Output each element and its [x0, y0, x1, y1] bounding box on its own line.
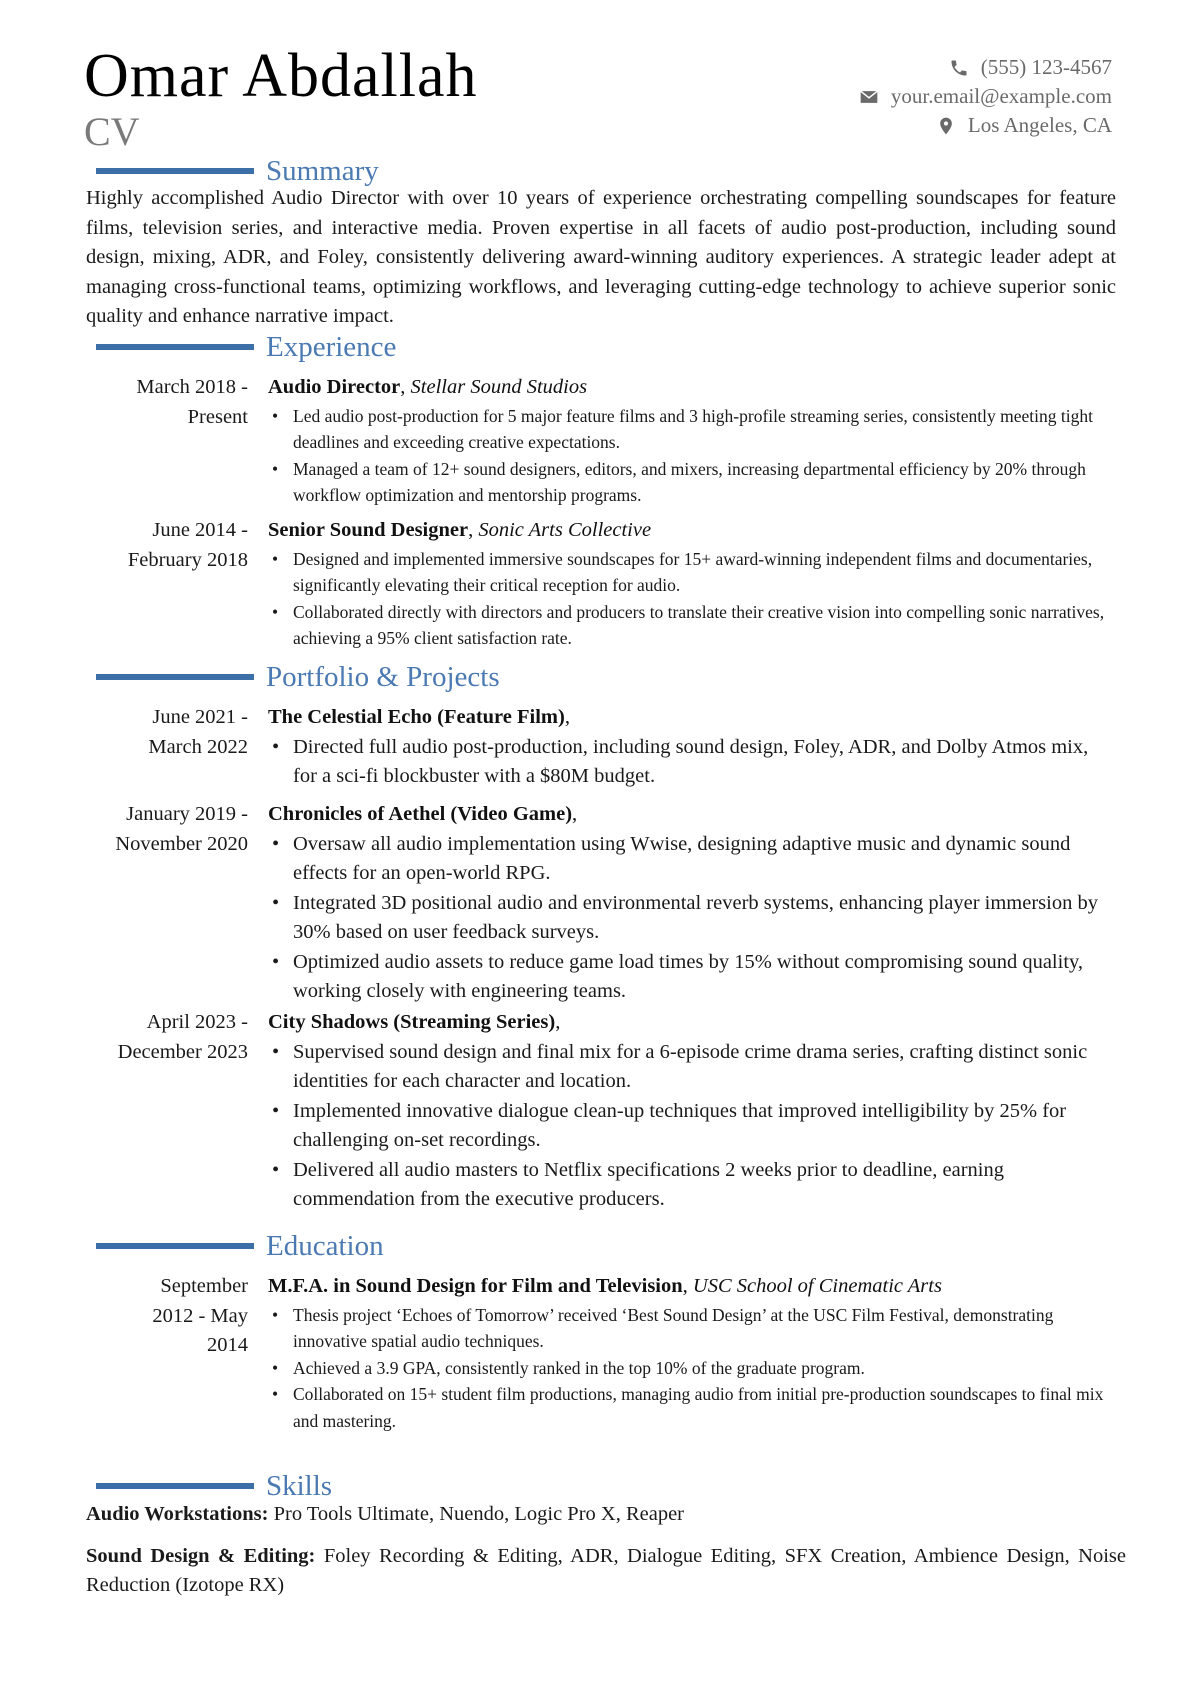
bullet-item: • Designed and implemented immersive soundscapes for 15+ award-winning independent films and documentaries, significantly elevating their critical reception for audio.	[268, 546, 1108, 599]
bullet-item: • Managed a team of 12+ sound designers, editors, and mixers, increasing departmental efficiency by 20% through workflow optimization and mentorship programs.	[268, 456, 1108, 509]
bullet-item: • Directed full audio post-production, including sound design, Foley, ADR, and Dolby Atmos mix, for a sci-fi blockbuster with a $80M budget.	[268, 733, 1108, 792]
entry-body	[268, 800, 1108, 1007]
entry-title: City Shadows (Streaming Series),	[268, 1011, 561, 1033]
project-name: The Celestial Echo (Feature Film)	[268, 706, 565, 728]
person-name: Omar Abdallah	[84, 42, 478, 110]
date-start: March 2018 -	[136, 376, 248, 398]
bullet-item: • Delivered all audio masters to Netflix specifications 2 weeks prior to deadline, earning commendation from the executive producers.	[268, 1156, 1108, 1215]
job-role: Audio Director	[268, 376, 401, 398]
date-end: February 2018	[127, 548, 248, 571]
project-entry	[86, 800, 1126, 1007]
date-end: Present	[187, 405, 248, 428]
section-title: Experience	[266, 331, 397, 363]
contact-block	[859, 53, 1112, 140]
phone-number[interactable]: (555) 123-4567	[980, 55, 1112, 79]
skill-label: Sound Design & Editing:	[86, 1544, 316, 1567]
bullet-list	[268, 403, 1108, 509]
date-end: December 2023	[117, 1040, 248, 1063]
entry-date	[86, 516, 248, 652]
section-heading-education	[96, 1229, 384, 1263]
experience-entry	[86, 516, 1126, 652]
bullet-item: • Optimized audio assets to reduce game load times by 15% without compromising sound quality, working closely with engineering teams.	[268, 948, 1108, 1007]
education-entry	[86, 1272, 1126, 1434]
summary-text: Highly accomplished Audio Director with over 10 years of experience orchestrating compelling soundscapes for feature films, television series, and interactive media. Proven expertise in all facets of audio post-production, including sound design, mixing, ADR, and Foley, consistently delivering award-winning auditory experiences. A strategic leader adept at managing cross-functional teams, optimizing workflows, and leveraging cutting-edge technology to achieve superior sonic quality and enhance narrative impact.	[86, 187, 1116, 327]
entry-date	[86, 1272, 248, 1434]
section-bar	[96, 344, 254, 350]
date-start: June 2014 -	[152, 519, 248, 541]
entry-body	[268, 703, 1108, 792]
section-bar	[96, 1483, 254, 1489]
section-bar	[96, 168, 254, 174]
date-start: April 2023 -	[146, 1011, 248, 1033]
bullet-list	[268, 546, 1108, 652]
bullet-item: • Led audio post-production for 5 major feature films and 3 high-profile streaming series, consistently meeting tight deadlines and exceeding creative expectations.	[268, 403, 1108, 456]
section-title: Summary	[266, 155, 379, 187]
date-line: 2012 - May	[152, 1304, 248, 1327]
contact-email	[859, 82, 1112, 111]
bullet-item: • Achieved a 3.9 GPA, consistently ranked in the top 10% of the graduate program.	[268, 1355, 1108, 1382]
skill-value: Foley Recording & Editing, ADR, Dialogue Editing, SFX Creation, Ambience Design, Noise Reduction (Izotope RX)	[86, 1544, 1127, 1596]
date-line: September	[160, 1275, 248, 1297]
entry-title: The Celestial Echo (Feature Film),	[268, 706, 570, 728]
skill-label: Audio Workstations:	[86, 1503, 269, 1525]
bullet-item: • Supervised sound design and final mix for a 6-episode crime drama series, crafting distinct sonic identities for each character and location.	[268, 1038, 1108, 1097]
entry-date	[86, 1008, 248, 1215]
document-subtitle: CV	[84, 109, 140, 154]
bullet-item: • Thesis project ‘Echoes of Tomorrow’ received ‘Best Sound Design’ at the USC Film Festival, demonstrating innovative spatial audio techniques.	[268, 1302, 1108, 1355]
school-name: USC School of Cinematic Arts	[692, 1275, 942, 1297]
skill-row	[86, 1542, 1126, 1601]
bullet-item: • Implemented innovative dialogue clean-up techniques that improved intelligibility by 25% for challenging on-set recordings.	[268, 1097, 1108, 1156]
date-end: November 2020	[115, 832, 248, 855]
envelope-icon	[859, 87, 879, 107]
bullet-list	[268, 1302, 1108, 1435]
section-heading-summary	[96, 154, 379, 188]
email-address[interactable]: your.email@example.com	[890, 84, 1112, 108]
location-text: Los Angeles, CA	[967, 113, 1112, 137]
entry-date	[86, 800, 248, 1007]
skill-row	[86, 1500, 1126, 1530]
project-name: Chronicles of Aethel (Video Game)	[268, 803, 573, 825]
contact-phone	[859, 53, 1112, 82]
experience-entry	[86, 373, 1126, 509]
section-title: Portfolio & Projects	[266, 661, 500, 693]
bullet-item: • Oversaw all audio implementation using Wwise, designing adaptive music and dynamic sound effects for an open-world RPG.	[268, 830, 1108, 889]
map-pin-icon	[936, 116, 956, 136]
entry-date	[86, 373, 248, 509]
bullet-list	[268, 733, 1108, 792]
date-line: 2014	[207, 1334, 248, 1356]
date-end: March 2022	[148, 735, 248, 758]
skill-value: Pro Tools Ultimate, Nuendo, Logic Pro X, Reaper	[273, 1503, 684, 1525]
entry-body	[268, 1272, 1108, 1434]
entry-date	[86, 703, 248, 792]
bullet-item: • Collaborated on 15+ student film productions, managing audio from initial pre-production soundscapes to final mix and mastering.	[268, 1381, 1108, 1434]
section-bar	[96, 1243, 254, 1249]
bullet-list	[268, 830, 1108, 1007]
entry-body	[268, 373, 1108, 509]
project-name: City Shadows (Streaming Series)	[268, 1011, 556, 1033]
degree-name: M.F.A. in Sound Design for Film and Television	[268, 1275, 683, 1297]
date-start: June 2021 -	[152, 706, 248, 728]
phone-icon	[949, 58, 969, 78]
section-heading-projects	[96, 660, 500, 694]
section-bar	[96, 674, 254, 680]
date-start: January 2019 -	[126, 803, 248, 825]
section-title: Education	[266, 1230, 384, 1262]
project-entry	[86, 703, 1126, 792]
company-name: Stellar Sound Studios	[410, 376, 588, 398]
entry-title: Chronicles of Aethel (Video Game),	[268, 803, 578, 825]
section-heading-experience	[96, 330, 396, 364]
entry-title: M.F.A. in Sound Design for Film and Television, USC School of Cinematic Arts	[268, 1275, 942, 1297]
bullet-list	[268, 1038, 1108, 1215]
entry-title: Senior Sound Designer, Sonic Arts Collective	[268, 519, 652, 541]
bullet-item: • Integrated 3D positional audio and environmental reverb systems, enhancing player immersion by 30% based on user feedback surveys.	[268, 889, 1108, 948]
entry-body	[268, 1008, 1108, 1215]
project-entry	[86, 1008, 1126, 1215]
contact-location	[859, 111, 1112, 140]
entry-body	[268, 516, 1108, 652]
entry-title: Audio Director, Stellar Sound Studios	[268, 376, 588, 398]
job-role: Senior Sound Designer	[268, 519, 469, 541]
section-heading-skills	[96, 1469, 332, 1503]
company-name: Sonic Arts Collective	[478, 519, 652, 541]
section-title: Skills	[266, 1470, 333, 1502]
bullet-item: • Collaborated directly with directors and producers to translate their creative vision into compelling sonic narratives, achieving a 95% client satisfaction rate.	[268, 599, 1108, 652]
skills-list	[86, 1500, 1126, 1601]
